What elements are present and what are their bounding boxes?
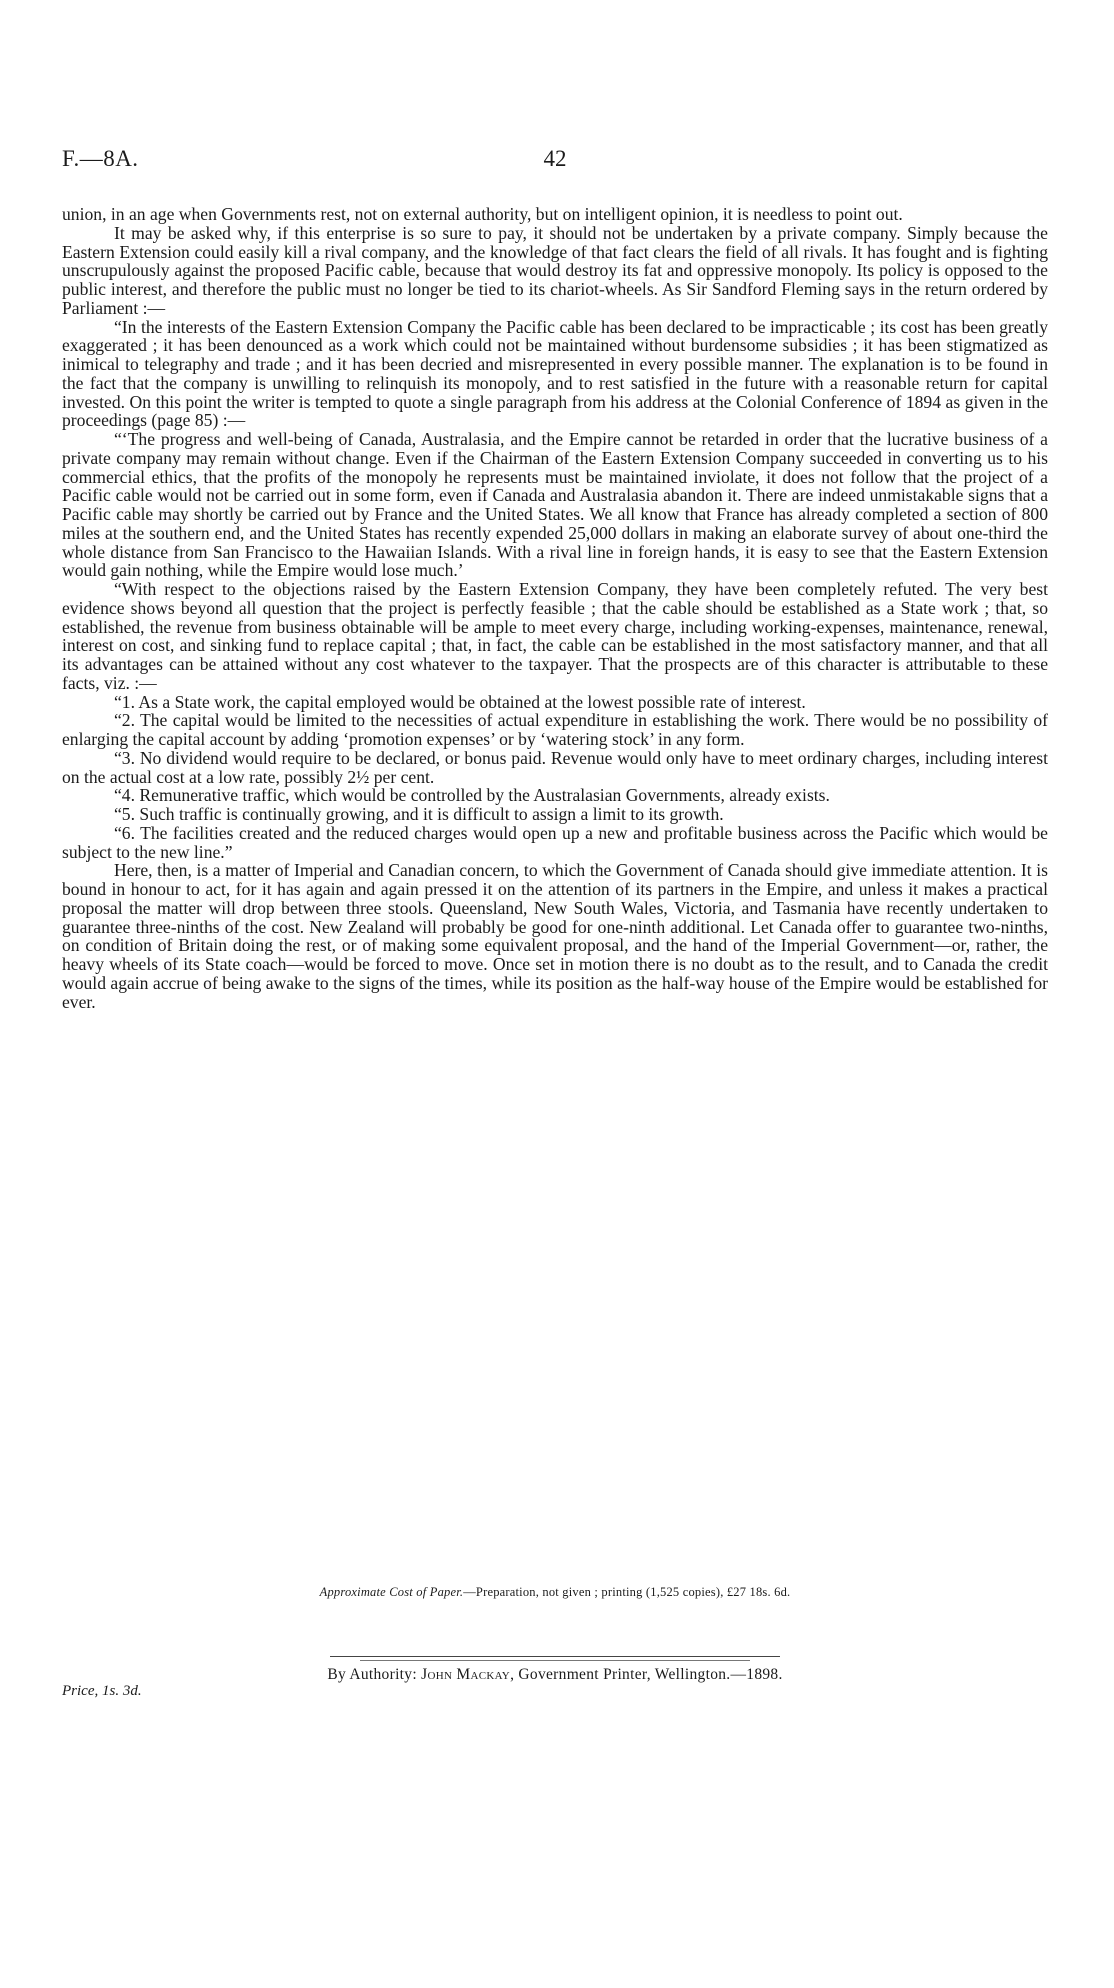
paragraph: Here, then, is a matter of Imperial and Canadian concern, to which the Government of Canada should give immediate attention. It is bound in honour to act, for it has again and again pressed it on the attention of its partners in the Empire, and unless it makes a practical proposal the matter will drop between three stools. Queensland, New South Wales, Victoria, and Tasmania have recently undertaken to guarantee three-ninths of the cost. New Zealand will probably be good for one-ninth additional. Let Canada offer to guarantee two-ninths, on condition of Britain doing the rest, or of making some equivalent proposal, and the hand of the Imperial Government—or, rather, the heavy wheels of its State coach—would be forced to move. Once set in motion there is no doubt as to the result, and to Canada the credit would again accrue of being awake to the signs of the times, while its position as the half-way house of the Empire would be established for ever.	[62, 860, 1048, 1012]
body-text	[62, 205, 1048, 1011]
paragraph: “With respect to the objections raised by the Eastern Extension Company, they have been completely refuted. The very best evidence shows beyond all question that the project is perfectly feasible ; that the cable should be established as a State work ; that, so established, the revenue from business obtainable will be ample to meet every charge, including working-expenses, maintenance, renewal, interest on cost, and sinking fund to replace capital ; that, in fact, the cable can be established in the most satisfactory manner, and that all its advantages can be attained without any cost whatever to the taxpayer. That the prospects are of this character is attributable to these facts, viz. :—	[62, 579, 1048, 693]
printer-name: John Mackay	[421, 1666, 511, 1683]
paragraph: “In the interests of the Eastern Extension Company the Pacific cable has been declared to be impracticable ; its cost has been greatly exaggerated ; it has been denounced as a work which could not be maintained without burdensome subsidies ; it has been stigmatized as inimical to telegraphy and trade ; and it has been decried and misrepresented in every possible manner. The explanation is to be found in the fact that the company is unwilling to relinquish its monopoly, and to rest satisfied in the future with a reasonable return for capital invested. On this point the writer is tempted to quote a single paragraph from his address at the Colonial Conference of 1894 as given in the proceedings (page 85) :—	[62, 316, 1048, 431]
footer-divider-inner	[360, 1660, 750, 1661]
paragraph: “1. As a State work, the capital employed would be obtained at the lowest possible rate of interest.	[114, 691, 806, 712]
paragraph: It may be asked why, if this enterprise is so sure to pay, it should not be undertaken by a private company. Simply because the Eastern Extension could easily kill a rival company, and the knowledge of that fact clears the field of all rivals. It has fought and is fighting unscrupulously against the proposed Pacific cable, because that would destroy its fat and oppressive monopoly. Its policy is opposed to the public interest, and therefore the public must no longer be tied to its chariot-wheels. As Sir Sandford Fleming says in the return ordered by Parliament :—	[62, 222, 1048, 318]
paragraph: “4. Remunerative traffic, which would be controlled by the Australasian Governments, already exists.	[114, 785, 830, 806]
price: Price, 1s. 3d.	[62, 1683, 142, 1699]
page-number: 42	[543, 146, 567, 171]
authority-suffix: , Government Printer, Wellington.—1898.	[510, 1666, 783, 1683]
page-header	[62, 146, 1048, 176]
paragraph: “‘The progress and well-being of Canada, Australasia, and the Empire cannot be retarded in order that the lucrative business of a private company may remain without change. Even if the Chairman of the Eastern Extension Company succeeded in converting us to his commercial ethics, that the profits of the monopoly he represents must be maintained inviolate, it does not follow that the project of a Pacific cable would not be carried out in some form, even if Canada and Australasia abandon it. There are indeed unmistakable signs that a Pacific cable may shortly be carried out by France and the United States. We all know that France has already completed a section of 800 miles at the southern end, and the United States has recently expended 25,000 dollars in making an elaborate survey of about one-third the whole distance from San Francisco to the Hawaiian Islands. With a rival line in foreign hands, it is easy to see that the Eastern Extension would gain nothing, while the Empire would lose much.’	[62, 429, 1048, 581]
paragraph: “2. The capital would be limited to the necessities of actual expenditure in establishing the work. There would be no possibility of enlarging the capital account by adding ‘promotion expenses’ or by ‘watering stock’ in any form.	[62, 710, 1048, 749]
cost-text: —Preparation, not given ; printing (1,525 copies), £27 18s. 6d.	[463, 1585, 791, 1599]
cost-label: Approximate Cost of Paper.	[319, 1585, 464, 1599]
authority-prefix: By Authority:	[327, 1666, 417, 1683]
paragraph: “6. The facilities created and the reduced charges would open up a new and profitable business across the Pacific which would be subject to the new line.”	[62, 822, 1048, 862]
paragraph: union, in an age when Governments rest, not on external authority, but on intelligent opinion, it is needless to point out.	[62, 204, 903, 224]
footer-divider	[330, 1656, 780, 1657]
paragraph: “3. No dividend would require to be declared, or bonus paid. Revenue would only have to meet ordinary charges, including interest on the actual cost at a low rate, possibly 2½ per cent.	[62, 747, 1048, 787]
document-reference: F.—8A.	[62, 146, 139, 171]
paragraph: “5. Such traffic is continually growing, and it is difficult to assign a limit to its growth.	[114, 804, 724, 824]
cost-note	[62, 1585, 1048, 1600]
printer-authority	[62, 1666, 1048, 1684]
